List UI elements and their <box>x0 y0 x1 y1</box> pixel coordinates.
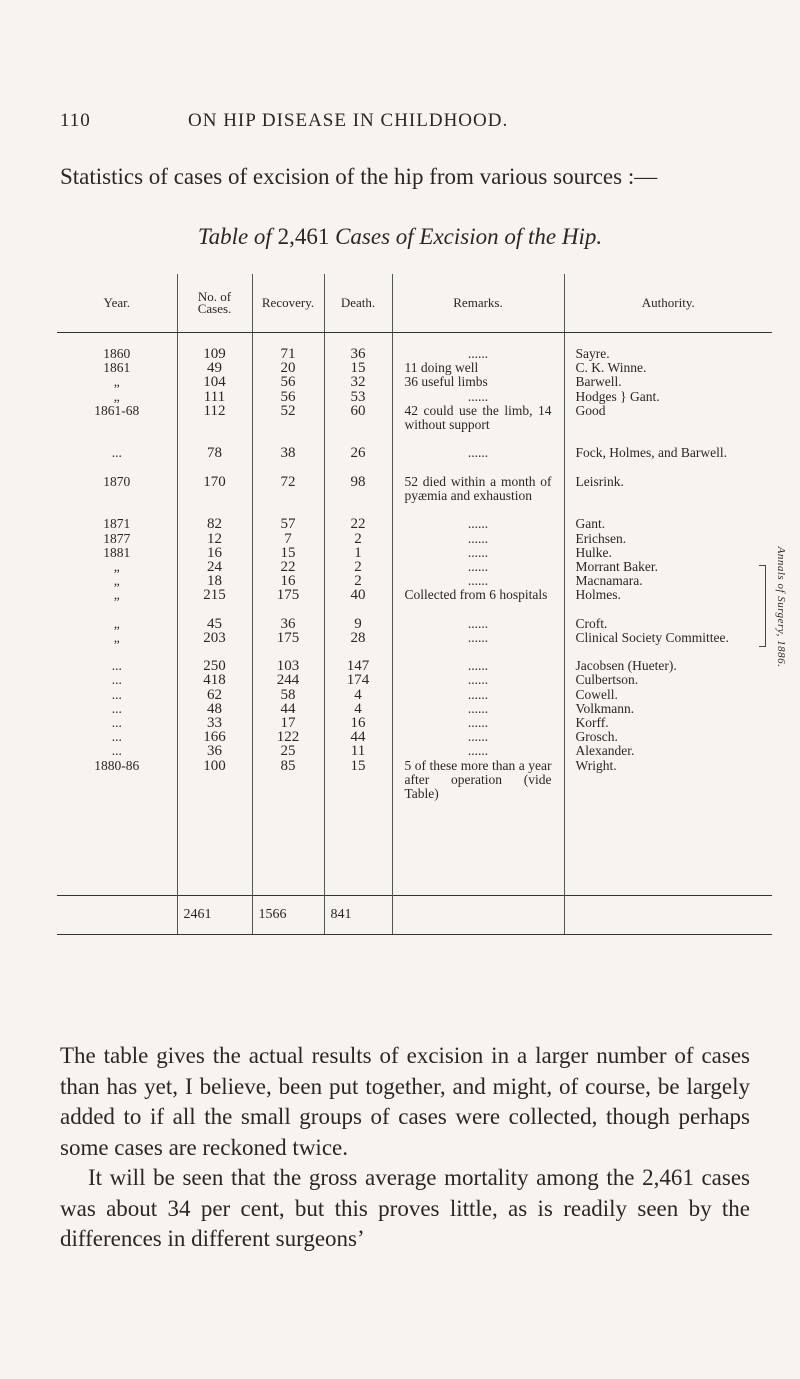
death-cell: 9 <box>354 615 362 632</box>
remarks-cell: 42 could use the limb, 14 without support <box>404 402 555 432</box>
authority-cell: Korff. <box>575 714 609 730</box>
remarks-cell: ...... <box>467 544 489 560</box>
recovery-cell: 44 <box>280 700 296 717</box>
death-cell: 15 <box>350 757 366 774</box>
total-cases: 2461 <box>177 896 252 935</box>
recovery-cell: 71 <box>280 346 296 362</box>
paragraph: It will be seen that the gross average mortality among the 2,461 cases was about 34 per cent, but this proves little, as is readily seen by the differences in different surgeons’ <box>60 1165 750 1251</box>
excision-statistics-table <box>57 274 772 935</box>
authority-cell: Barwell. <box>575 374 622 390</box>
death-cell: 2 <box>354 558 362 575</box>
authority-cell: Culbertson. <box>575 672 639 688</box>
year-cell: „ <box>113 558 120 574</box>
authority-cell: Good <box>575 402 606 418</box>
death-cell: 4 <box>354 686 362 703</box>
recovery-cell: 103 <box>276 658 300 675</box>
death-cell: 26 <box>350 445 366 462</box>
remarks-cell: ...... <box>467 445 489 461</box>
remarks-cell: ...... <box>467 700 489 716</box>
remarks-cell: ...... <box>467 558 489 574</box>
death-cell: 2 <box>354 573 362 590</box>
cases-cell: 203 <box>203 629 226 646</box>
cases-cell: 170 <box>203 473 226 490</box>
recovery-cell: 175 <box>276 587 300 604</box>
death-cell: 36 <box>350 346 366 362</box>
cases-cell: 62 <box>207 686 222 703</box>
total-recovery: 1566 <box>252 896 324 935</box>
year-cell: 1870 <box>103 473 131 489</box>
year-cell: „ <box>113 587 120 603</box>
cases-cell: 12 <box>207 530 222 547</box>
remarks-cell: ...... <box>467 729 489 745</box>
authority-cell: Alexander. <box>575 743 635 759</box>
death-cell: 32 <box>350 374 366 391</box>
authority-cell: Holmes. <box>575 587 621 603</box>
recovery-cell: 56 <box>280 388 296 405</box>
year-cell: ... <box>111 445 122 461</box>
death-cell: 15 <box>350 360 366 377</box>
remarks-cell: ...... <box>467 629 489 645</box>
recovery-cell: 22 <box>280 558 296 575</box>
death-cell: 28 <box>350 629 366 646</box>
authority-cell: Fock, Holmes, and Barwell. <box>575 445 727 461</box>
death-cell: 11 <box>350 743 366 760</box>
remarks-cell: ...... <box>467 743 489 759</box>
year-cell: ... <box>111 729 122 745</box>
running-title: ON HIP DISEASE IN CHILDHOOD. <box>188 110 509 131</box>
authority-cell: Grosch. <box>575 729 618 745</box>
remarks-cell: ...... <box>467 530 489 546</box>
recovery-cell: 72 <box>280 473 296 490</box>
recovery-cell: 38 <box>280 445 296 462</box>
death-cell: 4 <box>354 700 362 717</box>
header-remarks: Remarks. <box>392 274 564 333</box>
caption-count: 2,461 <box>277 224 330 249</box>
death-cell: 1 <box>354 544 362 561</box>
recovery-cell: 20 <box>280 360 296 377</box>
cases-cell: 36 <box>207 743 222 760</box>
year-cell: „ <box>113 629 120 645</box>
side-note <box>770 546 792 668</box>
year-cell: 1871 <box>103 516 131 532</box>
recovery-cell: 56 <box>280 374 296 391</box>
table-caption <box>0 224 800 250</box>
authority-cell: Wright. <box>575 757 617 773</box>
remarks-cell: 52 died within a month of pyæmia and exhaustion <box>404 473 555 503</box>
recovery-cell: 36 <box>280 615 296 632</box>
authority-cell: Jacobsen (Hueter). <box>575 658 677 674</box>
remarks-cell: ...... <box>467 672 489 688</box>
authority-cell: Croft. <box>575 615 608 631</box>
caption-prefix: Table of <box>197 224 272 249</box>
death-cell: 147 <box>346 658 370 675</box>
header-cases: No. of Cases. <box>177 274 252 333</box>
cases-cell: 418 <box>203 672 226 689</box>
side-note-text: Annals of Surgery, 1886. <box>775 546 787 668</box>
remarks-cell: ...... <box>467 388 489 404</box>
body-text <box>60 1041 750 1255</box>
authority-cell: Gant. <box>575 516 606 532</box>
death-cell: 22 <box>350 516 366 533</box>
cases-cell: 100 <box>203 757 226 774</box>
recovery-cell: 85 <box>280 757 296 774</box>
cases-column <box>177 333 252 896</box>
intro-text: Statistics of cases of excision of the hip from various sources :— <box>60 164 658 189</box>
year-cell: ... <box>111 672 122 688</box>
death-cell: 60 <box>350 402 366 419</box>
cases-cell: 82 <box>207 516 222 533</box>
authority-cell: Erichsen. <box>575 530 627 546</box>
year-cell: „ <box>113 374 120 390</box>
authority-cell: Volkmann. <box>575 700 635 716</box>
year-cell: ... <box>111 700 122 716</box>
year-cell: „ <box>113 573 120 589</box>
caption-suffix: Cases of Excision of the Hip. <box>335 224 603 249</box>
recovery-column <box>252 333 324 896</box>
death-cell: 44 <box>350 729 366 746</box>
total-death: 841 <box>324 896 392 935</box>
year-cell: ... <box>111 714 122 730</box>
year-cell: 1861 <box>103 360 131 376</box>
header-year: Year. <box>57 274 177 333</box>
year-cell: 1880-86 <box>94 757 140 773</box>
recovery-cell: 25 <box>280 743 296 760</box>
authority-cell: Leisrink. <box>575 473 624 489</box>
authority-cell: Morrant Baker. <box>575 558 658 574</box>
recovery-cell: 58 <box>280 686 296 703</box>
year-cell: 1877 <box>103 530 131 546</box>
cases-cell: 111 <box>203 388 226 405</box>
cases-cell: 16 <box>207 544 222 561</box>
recovery-cell: 7 <box>284 530 292 547</box>
authority-cell: Clinical Society Committee. <box>575 629 729 645</box>
cases-cell: 45 <box>207 615 222 632</box>
remarks-cell: 5 of these more than a year after operation (vide Table) <box>404 757 555 801</box>
cases-cell: 215 <box>203 587 226 604</box>
remarks-cell: 36 useful limbs <box>404 374 488 390</box>
cases-cell: 112 <box>203 402 226 419</box>
remarks-column <box>392 333 564 896</box>
year-cell: ... <box>111 743 122 759</box>
cases-cell: 109 <box>203 346 226 362</box>
authority-cell: Hulke. <box>575 544 612 560</box>
recovery-cell: 15 <box>280 544 296 561</box>
authority-cell: Cowell. <box>575 686 618 702</box>
death-cell: 16 <box>350 714 366 731</box>
table-header-row <box>57 274 772 333</box>
recovery-cell: 16 <box>280 573 296 590</box>
year-cell: 1881 <box>103 544 131 560</box>
totals-remarks-cell <box>392 896 564 935</box>
cases-cell: 250 <box>203 658 226 675</box>
table-body-row <box>57 333 772 896</box>
death-cell: 53 <box>350 388 366 405</box>
running-header <box>60 110 710 140</box>
cases-cell: 18 <box>207 573 222 590</box>
cases-cell: 78 <box>207 445 222 462</box>
recovery-cell: 52 <box>280 402 296 419</box>
cases-cell: 49 <box>207 360 222 377</box>
cases-cell: 24 <box>207 558 222 575</box>
year-cell: 1860 <box>103 346 131 361</box>
cases-cell: 166 <box>203 729 226 746</box>
year-cell: „ <box>113 615 120 631</box>
year-cell: ... <box>111 658 122 674</box>
death-cell: 2 <box>354 530 362 547</box>
cases-cell: 33 <box>207 714 222 731</box>
year-cell: 1861-68 <box>94 402 140 418</box>
authority-cell: C. K. Winne. <box>575 360 647 376</box>
paragraph: The table gives the actual results of excision in a larger number of cases than has yet, I believe, been put together, and might, of course, be largely added to if all the small groups of cases were collected, though perhaps some cases are reckoned twice. <box>60 1043 750 1160</box>
header-recovery: Recovery. <box>252 274 324 333</box>
header-death: Death. <box>324 274 392 333</box>
authority-cell: Sayre. <box>575 346 610 361</box>
remarks-cell: ...... <box>467 346 489 361</box>
authority-cell: Macnamara. <box>575 573 643 589</box>
cases-cell: 48 <box>207 700 222 717</box>
remarks-cell: ...... <box>467 516 489 532</box>
remarks-cell: ...... <box>467 658 489 674</box>
authority-cell: Hodges } Gant. <box>575 388 660 404</box>
recovery-cell: 17 <box>280 714 296 731</box>
remarks-cell: Collected from 6 hospitals <box>404 587 548 603</box>
remarks-cell: ...... <box>467 714 489 730</box>
remarks-cell: 11 doing well <box>404 360 479 376</box>
recovery-cell: 122 <box>276 729 300 746</box>
remarks-cell: ...... <box>467 686 489 702</box>
totals-row <box>57 896 772 935</box>
page-number: 110 <box>60 110 91 131</box>
cases-cell: 104 <box>203 374 226 391</box>
authority-bracket <box>759 565 766 647</box>
remarks-cell: ...... <box>467 615 489 631</box>
totals-year-cell <box>57 896 177 935</box>
remarks-cell: ...... <box>467 573 489 589</box>
death-cell: 40 <box>350 587 366 604</box>
death-cell: 174 <box>346 672 370 689</box>
death-column <box>324 333 392 896</box>
totals-authority-cell <box>564 896 772 935</box>
recovery-cell: 175 <box>276 629 300 646</box>
recovery-cell: 244 <box>276 672 300 689</box>
year-column <box>57 333 177 896</box>
year-cell: „ <box>113 388 120 404</box>
authority-column <box>564 333 772 896</box>
year-cell: ... <box>111 686 122 702</box>
recovery-cell: 57 <box>280 516 296 533</box>
death-cell: 98 <box>350 473 366 490</box>
header-authority: Authority. <box>564 274 772 333</box>
